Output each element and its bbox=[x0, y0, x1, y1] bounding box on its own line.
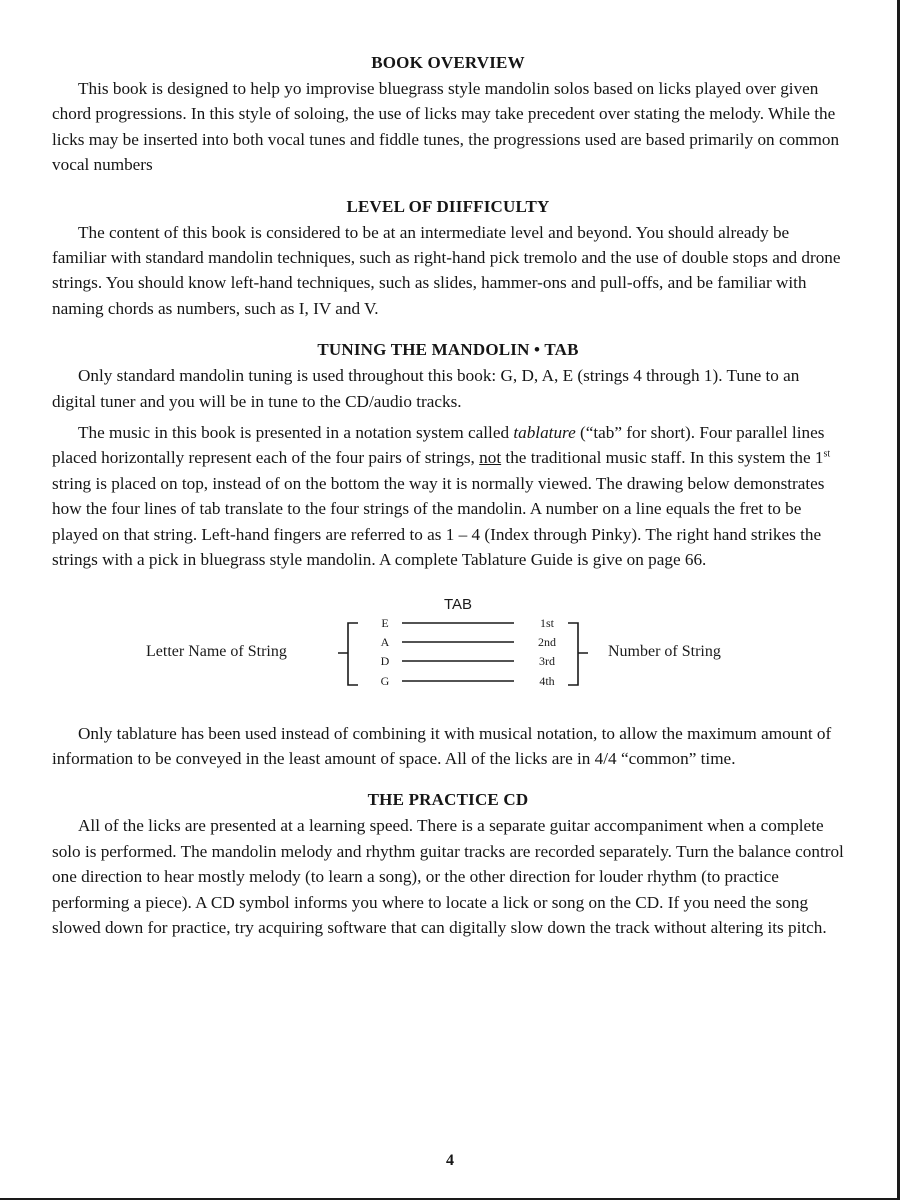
page-content bbox=[52, 50, 844, 940]
tablature-term: tablature bbox=[513, 423, 576, 443]
right-bracket bbox=[568, 623, 588, 685]
tuning-paragraph-3: Only tablature has been used instead of combining it with musical notation, to allow the maximum amount of information to be conveyed in the least amount of space. All of the licks are in 4/4 “common” time. bbox=[52, 723, 832, 768]
section-paragraph: All of the licks are presented at a learning speed. There is a separate guitar accompaniment when a complete solo is performed. The mandolin melody and rhythm guitar tracks are recorded separately. Turn the balance control one direction to hear mostly melody (to learn a song), or the other direction for louder rhythm (to practice performing a piece). A CD symbol informs you where to locate a lick or song on the CD. If you need the song slowed down for practice, try acquiring software that can digitally slow down the track without altering its pitch. bbox=[52, 816, 844, 937]
section-heading: LEVEL OF DIIFFICULTY bbox=[346, 196, 550, 216]
letter-name-label: Letter Name of String bbox=[146, 642, 287, 660]
section-paragraph: This book is designed to help yo improvise bluegrass style mandolin solos based on licks played over given chord progressions. In this style of soloing, the use of licks may take precedent over stating the melody. While the licks may be inserted into both vocal tunes and fiddle tunes, the progressions used are based primarily on common vocal numbers bbox=[52, 79, 840, 175]
string-letter-e: E bbox=[381, 615, 389, 630]
string-letter-g: G bbox=[380, 673, 390, 688]
string-number-2: 2nd bbox=[538, 634, 556, 649]
tab-diagram-figure bbox=[52, 587, 844, 707]
section-heading: BOOK OVERVIEW bbox=[371, 53, 525, 72]
tuning-paragraph-2: The music in this book is presented in a notation system called tablature (“tab” for short). Four parallel lines placed horizontally represent each of the four pairs of strings, not the traditional music staff. In this system the 1st string is placed on top, instead of on the bottom the way it is normally viewed. The drawing below demonstrates how the four lines of tab translate to the four strings of the mandolin. A number on a line equals the fret to be played on that string. Left-hand fingers are referred to as 1 – 4 (Index through Pinky). The right hand strikes the strings with a pick in bluegrass style mandolin. A complete Tablature Guide is give on page 66. bbox=[52, 423, 831, 570]
string-letter-d: D bbox=[380, 653, 390, 668]
page-number: 4 bbox=[446, 1152, 454, 1169]
number-of-string-label: Number of String bbox=[608, 642, 721, 660]
section-paragraph: The content of this book is considered to be at an intermediate level and beyond. You should already be familiar with standard mandolin techniques, such as right-hand pick tremolo and the use of double stops and drone strings. You should know left-hand techniques, such as slides, hammer-ons and pull-offs, and be familiar with naming chords as numbers, such as I, IV and V. bbox=[52, 222, 841, 318]
underlined-not: not bbox=[479, 448, 502, 468]
superscript-st: st bbox=[823, 448, 831, 460]
section-practice-cd bbox=[52, 787, 844, 940]
left-bracket bbox=[338, 623, 358, 685]
tab-diagram bbox=[52, 587, 844, 707]
section-heading: THE PRACTICE CD bbox=[367, 790, 529, 810]
string-letter-a: A bbox=[380, 634, 390, 649]
tab-title: TAB bbox=[443, 595, 473, 613]
string-number-1: 1st bbox=[539, 615, 555, 630]
string-number-4: 4th bbox=[539, 673, 555, 688]
section-heading: TUNING THE MANDOLIN • TAB bbox=[317, 340, 579, 360]
section-tuning-the-mandolin bbox=[52, 337, 844, 771]
section-level-of-difficulty bbox=[52, 194, 844, 322]
tuning-paragraph-1: Only standard mandolin tuning is used throughout this book: G, D, A, E (strings 4 through 1). Tune to an digital tuner and you will be in tune to the CD/audio tracks. bbox=[52, 366, 800, 411]
section-book-overview bbox=[52, 50, 844, 178]
string-number-3: 3rd bbox=[539, 653, 555, 668]
